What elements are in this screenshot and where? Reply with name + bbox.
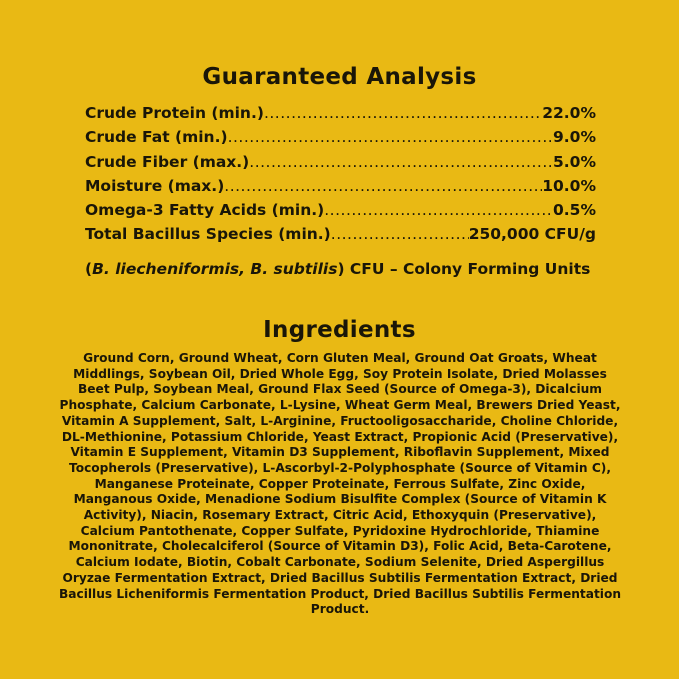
guaranteed-analysis-table bbox=[85, 104, 596, 250]
analysis-row-crude-protein bbox=[85, 104, 596, 128]
ingredients-list: Ground Corn, Ground Wheat, Corn Gluten Meal, Ground Oat Groats, Wheat Middlings, Soybean Oil, Dried Whole Egg, Soy Protein Isolate, Dried Molasses Beet Pulp, Soybean Meal, Ground Flax Seed (Source of Omega-3), Dicalcium Phosphate, Calcium Carbonate, L-Lysine, Wheat Germ Meal, Brewers Dried Yeast, Vitamin A Supplement, Salt, L-Arginine, Fructooligosaccharide, Choline Chloride, DL-Methionine, Potassium Chloride, Yeast Extract, Propionic Acid (Preservative), Vitamin E Supplement, Vitamin D3 Supplement, Riboflavin Supplement, Mixed Tocopherols (Preservative), L-Ascorbyl-2-Polyphosphate (Source of Vitamin C), Manganese Proteinate, Copper Proteinate, Ferrous Sulfate, Zinc Oxide, Manganous Oxide, Menadione Sodium Bisulfite Complex (Source of Vitamin K Activity), Niacin, Rosemary Extract, Citric Acid, Ethoxyquin (Preservative), Calcium Pantothenate, Copper Sulfate, Pyridoxine Hydrochloride, Thiamine Mononitrate, Cholecalciferol (Source of Vitamin D3), Folic Acid, Beta-Carotene, Calcium Iodate, Biotin, Cobalt Carbonate, Sodium Selenite, Dried Aspergillus Oryzae Fermentation Extract, Dried Bacillus Subtilis Fermentation Extract, Dried Bacillus Licheniformis Fermentation Product, Dried Bacillus Subtilis Fermentation Product. bbox=[58, 351, 622, 617]
analysis-value: 0.5% bbox=[553, 201, 596, 220]
cfu-note-open: ( bbox=[85, 260, 93, 278]
analysis-label: Total Bacillus Species (min.) bbox=[85, 225, 331, 244]
analysis-label: Moisture (max.) bbox=[85, 176, 225, 195]
dot-leader bbox=[224, 177, 542, 195]
analysis-row-crude-fat bbox=[85, 128, 596, 152]
analysis-value: 250,000 CFU/g bbox=[468, 225, 596, 244]
analysis-row-crude-fiber bbox=[85, 153, 596, 177]
dot-leader bbox=[264, 104, 542, 122]
analysis-row-bacillus bbox=[85, 225, 596, 249]
analysis-label: Crude Fat (min.) bbox=[85, 128, 228, 147]
dot-leader bbox=[249, 153, 553, 171]
analysis-row-moisture bbox=[85, 177, 596, 201]
analysis-value: 10.0% bbox=[542, 176, 596, 195]
analysis-value: 22.0% bbox=[542, 104, 596, 122]
analysis-label: Omega-3 Fatty Acids (min.) bbox=[85, 201, 325, 220]
cfu-note bbox=[85, 260, 605, 278]
analysis-label: Crude Fiber (max.) bbox=[85, 152, 250, 171]
analysis-row-omega-3 bbox=[85, 201, 596, 225]
dot-leader bbox=[228, 128, 553, 146]
analysis-label: Crude Protein (min.) bbox=[85, 104, 264, 122]
analysis-value: 9.0% bbox=[553, 128, 596, 147]
ingredients-title: Ingredients bbox=[263, 317, 416, 343]
dot-leader bbox=[331, 225, 469, 243]
analysis-value: 5.0% bbox=[553, 152, 596, 171]
cfu-note-species: B. liecheniformis, B. subtilis bbox=[92, 260, 338, 278]
guaranteed-analysis-title: Guaranteed Analysis bbox=[202, 64, 477, 90]
cfu-note-rest: ) CFU – Colony Forming Units bbox=[337, 260, 591, 278]
dot-leader bbox=[324, 201, 553, 219]
